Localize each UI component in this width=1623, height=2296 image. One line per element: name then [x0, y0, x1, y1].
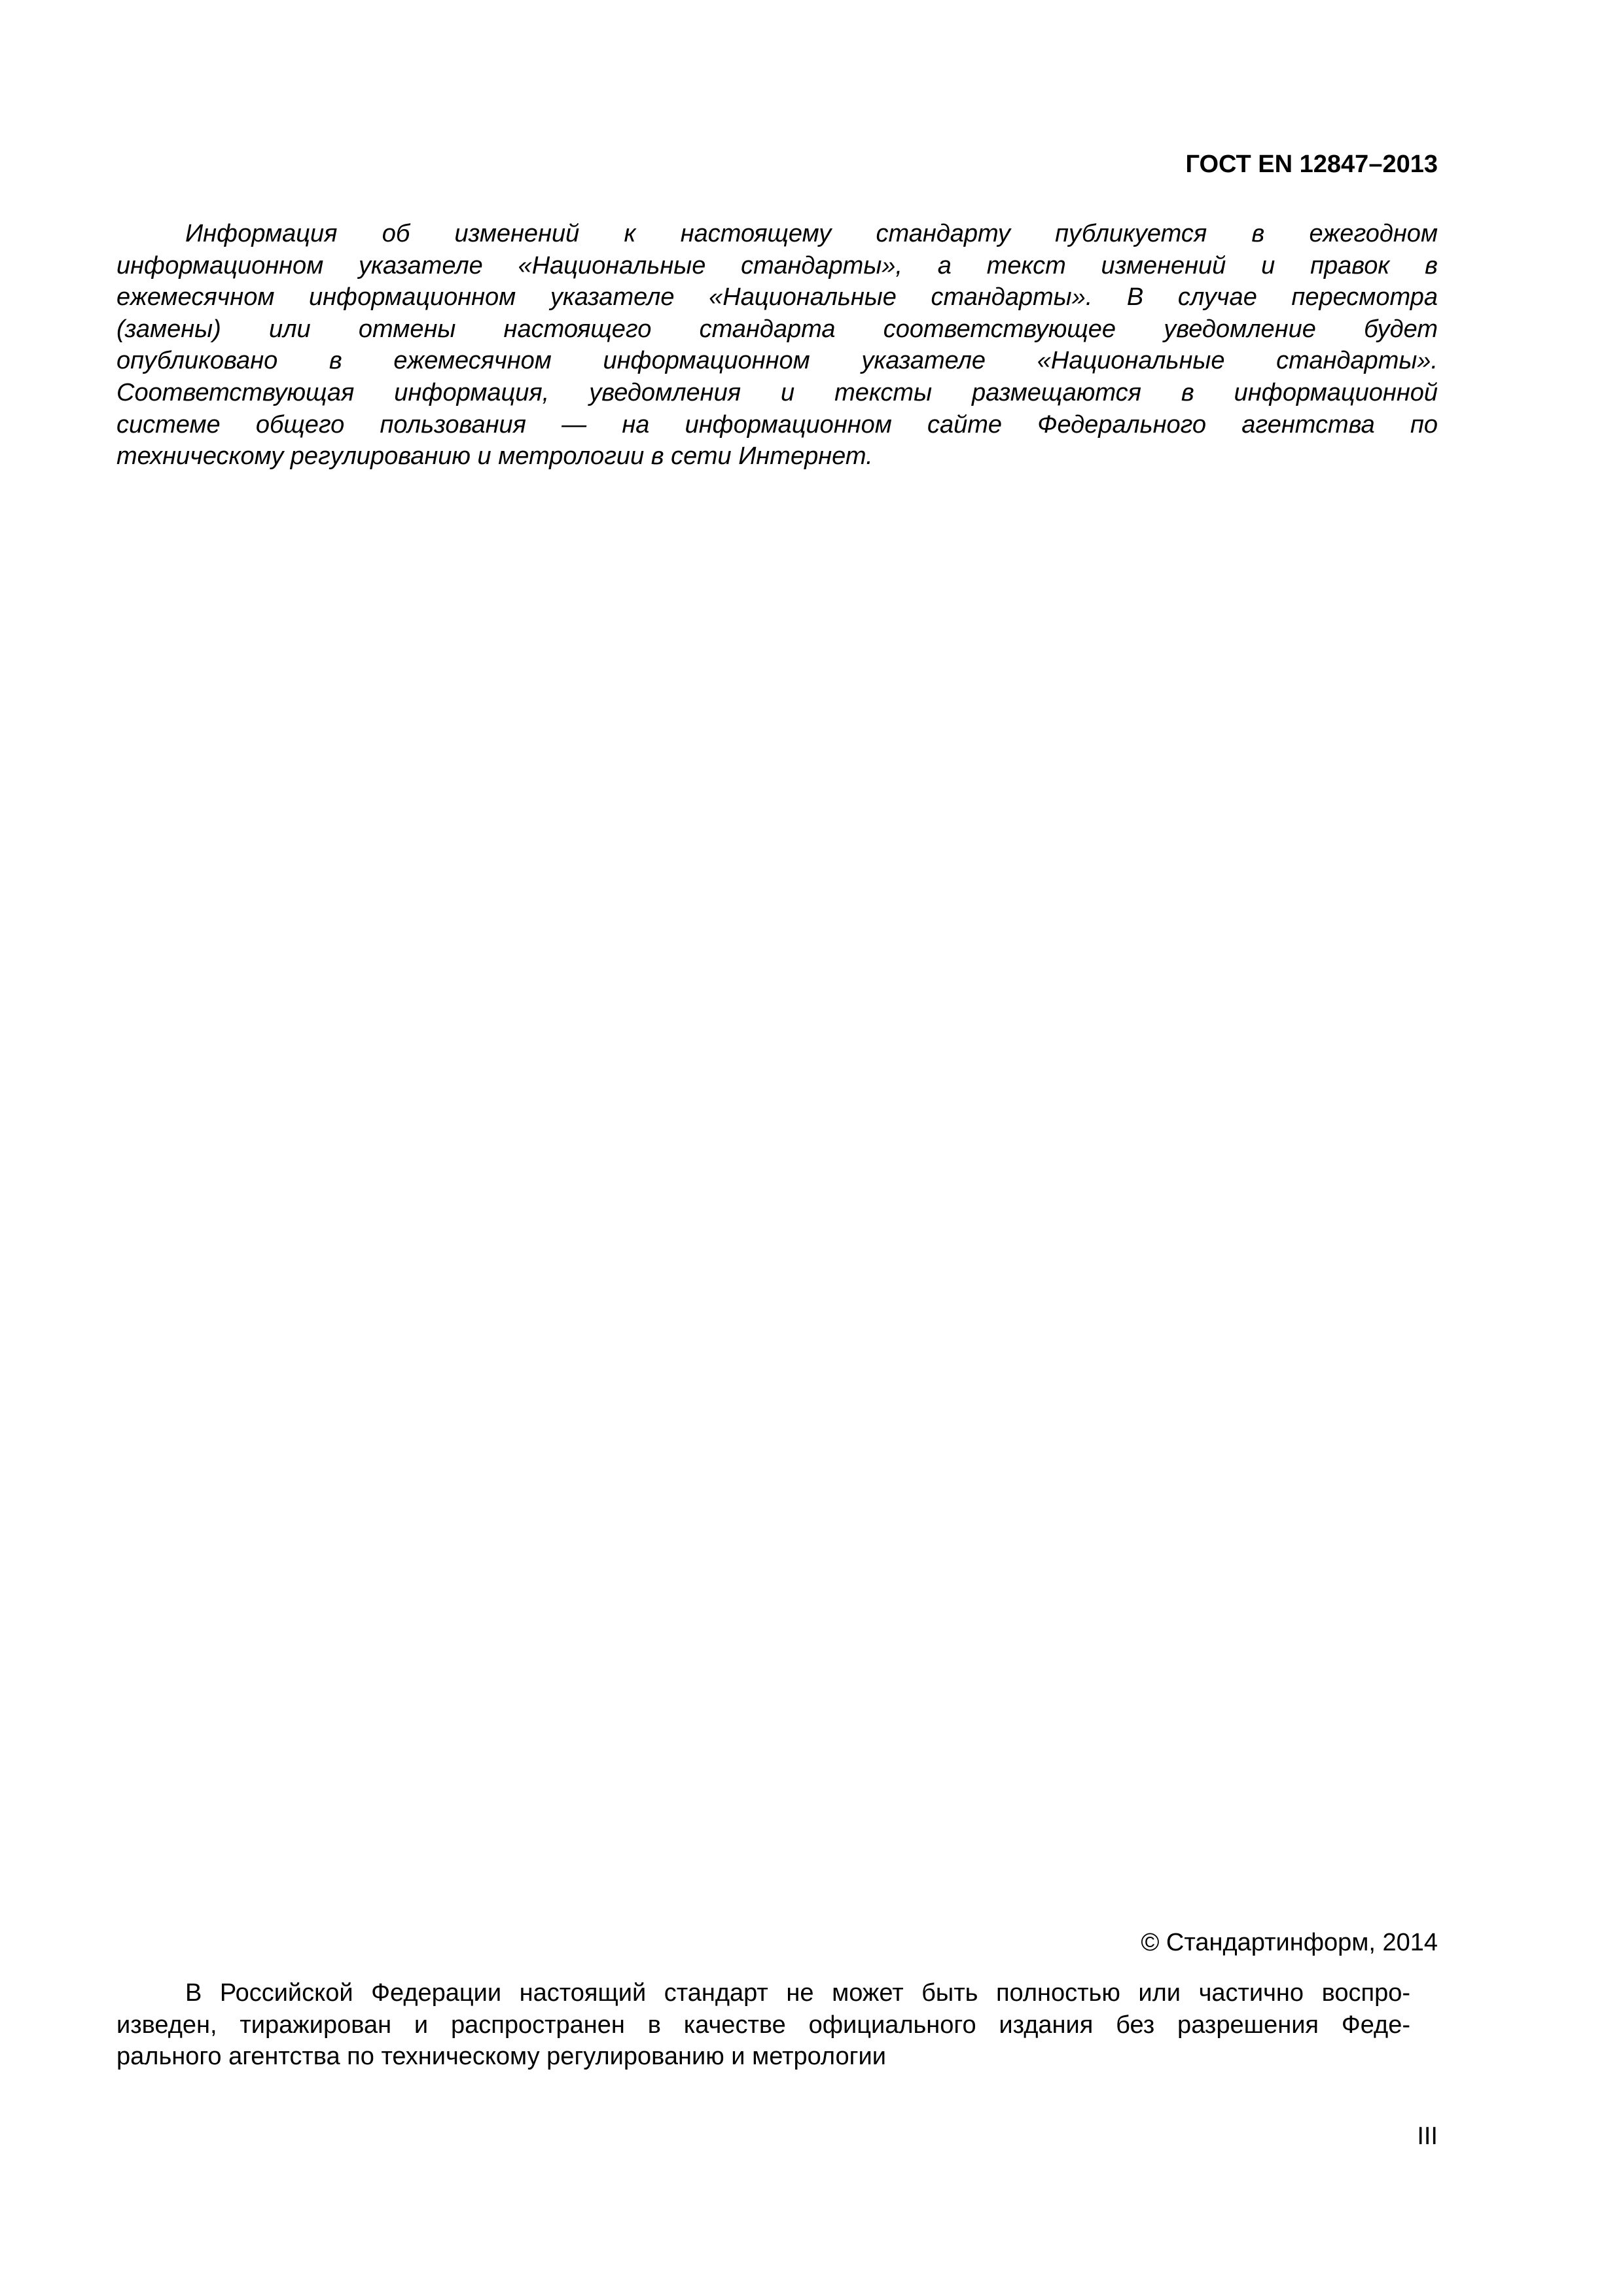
- paragraph-line: информационном указателе «Национальные стандарты», а текст изменений и правок в: [116, 251, 1438, 279]
- document-code: ГОСТ EN 12847–2013: [1185, 151, 1438, 178]
- notice-line: рального агентства по техническому регулированию и метрологии: [116, 2043, 886, 2070]
- notice-line: В Российской Федерации настоящий стандарт не может быть полностью или частично воспро-: [185, 1979, 1410, 2007]
- paragraph-line: Информация об изменений к настоящему стандарту публикуется в ежегодном: [185, 220, 1438, 247]
- paragraph-line: (замены) или отмены настоящего стандарта соответствующее уведомление будет: [116, 315, 1438, 343]
- page-number: III: [1417, 2123, 1438, 2150]
- reproduction-notice: [116, 1977, 1410, 2073]
- notice-line: изведен, тиражирован и распространен в качестве официального издания без разрешения Феде-: [116, 2011, 1410, 2039]
- copyright-notice: © Стандартинформ, 2014: [1141, 1929, 1438, 1956]
- amendment-info-paragraph: [116, 218, 1438, 473]
- paragraph-line: системе общего пользования — на информационном сайте Федерального агентства по: [116, 410, 1438, 439]
- paragraph-line: Соответствующая информация, уведомления и тексты размещаются в информационной: [116, 378, 1438, 406]
- paragraph-line: ежемесячном информационном указателе «Национальные стандарты». В случае пересмотра: [116, 283, 1438, 312]
- paragraph-line: опубликовано в ежемесячном информационном указателе «Национальные стандарты».: [116, 347, 1438, 375]
- paragraph-line: техническому регулированию и метрологии в сети Интернет.: [116, 442, 873, 471]
